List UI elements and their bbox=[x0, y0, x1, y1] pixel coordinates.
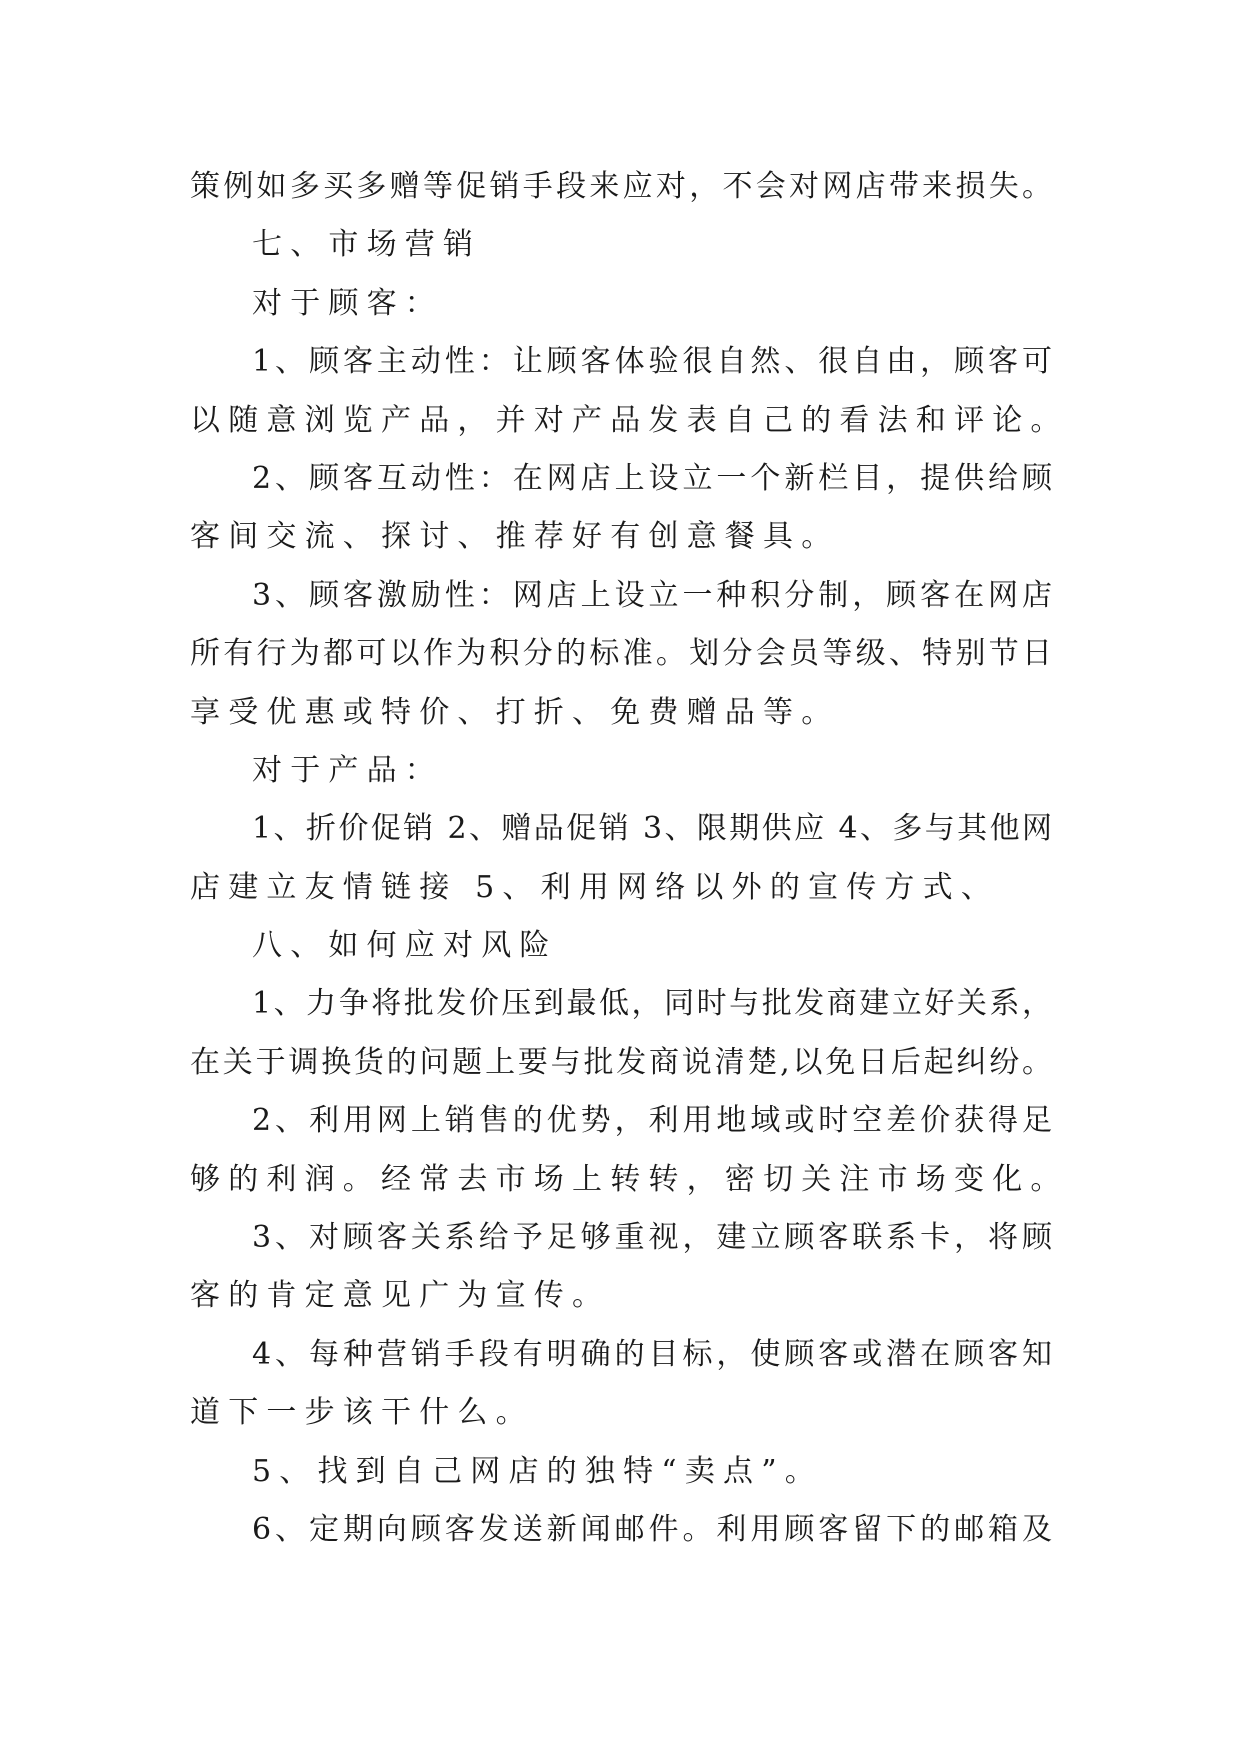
paragraph-line: 1、力争将批发价压到最低，同时与批发商建立好关系， bbox=[252, 986, 1052, 1022]
document-page bbox=[190, 158, 1069, 1559]
paragraph-line: 道下一步该干什么。 bbox=[190, 1395, 534, 1431]
subheading-products: 对于产品： bbox=[252, 752, 443, 788]
paragraph-line: 5、找到自己网店的独特“卖点”。 bbox=[252, 1453, 823, 1489]
paragraph-line: 客的肯定意见广为宣传。 bbox=[190, 1278, 611, 1314]
paragraph-line: 3、顾客激励性：网店上设立一种积分制，顾客在网店 bbox=[252, 577, 1052, 613]
paragraph-line: 6、定期向顾客发送新闻邮件。利用顾客留下的邮箱及 bbox=[252, 1511, 1052, 1547]
paragraph-line: 策例如多买多赠等促销手段来应对，不会对网店带来损失。 bbox=[190, 169, 1052, 204]
paragraph-line: 1、顾客主动性：让顾客体验很自然、很自由，顾客可 bbox=[252, 344, 1052, 380]
paragraph-line: 所有行为都可以作为积分的标准。划分会员等级、特别节日 bbox=[190, 636, 1052, 672]
paragraph-line: 客间交流、探讨、推荐好有创意餐具。 bbox=[190, 519, 840, 555]
paragraph-line: 4、每种营销手段有明确的目标，使顾客或潜在顾客知 bbox=[252, 1336, 1052, 1372]
paragraph-line: 店建立友情链接 5、利用网络以外的宣传方式、 bbox=[190, 869, 1000, 905]
paragraph-line: 2、顾客互动性：在网店上设立一个新栏目，提供给顾 bbox=[252, 460, 1052, 496]
paragraph-line: 2、利用网上销售的优势，利用地域或时空差价获得足 bbox=[252, 1103, 1052, 1139]
paragraph-line: 1、折价促销 2、赠品促销 3、限期供应 4、多与其他网 bbox=[252, 811, 1052, 847]
paragraph-line: 享受优惠或特价、打折、免费赠品等。 bbox=[190, 694, 840, 730]
subheading-customers: 对于顾客： bbox=[252, 285, 443, 321]
paragraph-line: 3、对顾客关系给予足够重视，建立顾客联系卡，将顾 bbox=[252, 1220, 1052, 1256]
paragraph-line: 够的利润。经常去市场上转转，密切关注市场变化。 bbox=[190, 1161, 1069, 1197]
section-heading-risk: 八、如何应对风险 bbox=[252, 928, 558, 964]
paragraph-line: 以随意浏览产品，并对产品发表自己的看法和评论。 bbox=[190, 402, 1069, 438]
section-heading-marketing: 七、市场营销 bbox=[252, 227, 482, 263]
paragraph-line: 在关于调换货的问题上要与批发商说清楚,以免日后起纠纷。 bbox=[190, 1044, 1052, 1080]
